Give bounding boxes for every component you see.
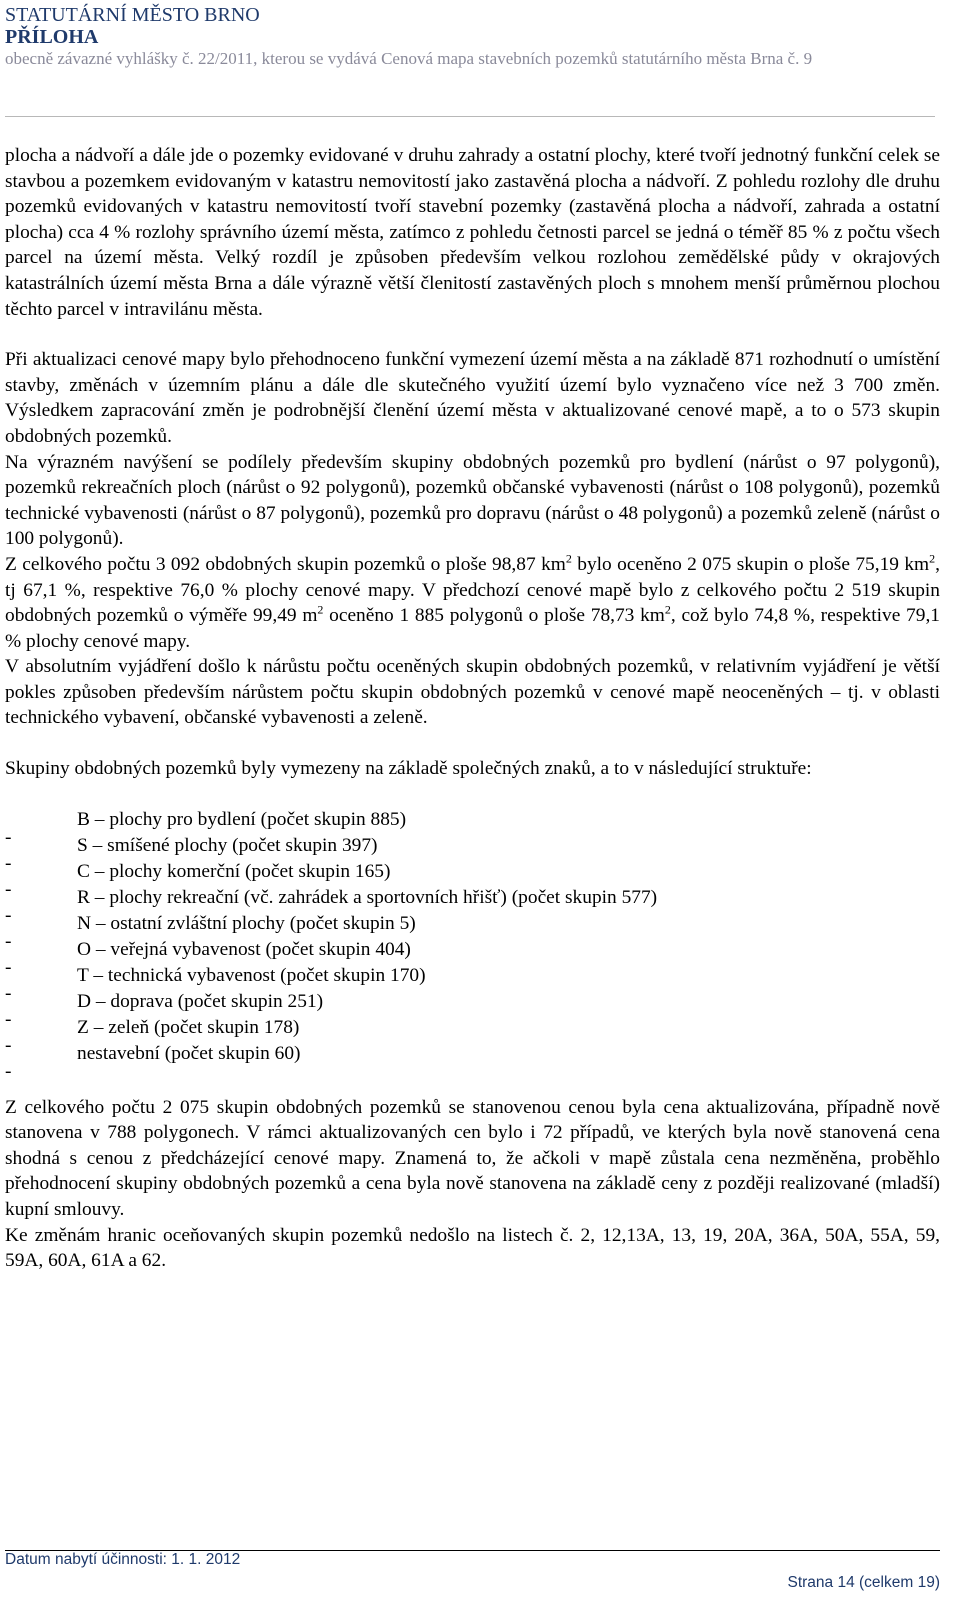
list-dash: - bbox=[5, 1034, 12, 1056]
superscript: 2 bbox=[565, 551, 572, 566]
page-header bbox=[5, 4, 945, 70]
list-dash: - bbox=[5, 852, 12, 874]
list-item: nestavební (počet skupin 60) bbox=[77, 1042, 301, 1064]
list-item: D – doprava (počet skupin 251) bbox=[77, 990, 324, 1012]
paragraph-4-part-e: , což bylo 74,8 %, respektive 79,1 % plochy cenové mapy. bbox=[5, 605, 940, 652]
superscript: 2 bbox=[664, 602, 671, 617]
list-dash: - bbox=[5, 878, 12, 900]
superscript: 2 bbox=[317, 602, 324, 617]
list-item: T – technická vybavenost (počet skupin 170) bbox=[77, 964, 426, 986]
list-dash: - bbox=[5, 956, 12, 978]
paragraph-4-part-b: bylo oceněno 2 075 skupin o ploše 75,19 km bbox=[571, 553, 930, 575]
list-dash: - bbox=[5, 1008, 12, 1030]
header-city: STATUTÁRNÍ MĚSTO BRNO bbox=[5, 4, 260, 26]
paragraph-3: Na výrazném navýšení se podílely především skupiny obdobných pozemků pro bydlení (nárůst o 97 polygonů), pozemků rekreačních ploch (nárůst o 92 polygonů), pozemků občanské vybavenosti (nárůst o 108 polygonů), pozemků technické vybavenosti (nárůst o 87 polygonů), pozemků pro dopravu (nárůst o 48 polygonů) a pozemků zeleně (nárůst o 100 polygonů). bbox=[5, 451, 940, 550]
list-item: R – plochy rekreační (vč. zahrádek a sportovních hřišť) (počet skupin 577) bbox=[77, 886, 658, 908]
list-dash: - bbox=[5, 904, 12, 926]
list-dash: - bbox=[5, 826, 12, 848]
group-list bbox=[5, 807, 940, 1095]
paragraph-gap bbox=[5, 782, 940, 807]
header-appendix: PŘÍLOHA bbox=[5, 26, 99, 48]
header-divider bbox=[5, 116, 935, 117]
paragraph-gap bbox=[5, 731, 940, 756]
list-item: S – smíšené plochy (počet skupin 397) bbox=[77, 834, 378, 856]
paragraph-4-part-c: , tj 67,1 %, respektive 76,0 % plochy cenové mapy. V předchozí cenové mapě bylo z celkového počtu 2 519 skupin obdobných pozemků o výměře 99,49 m bbox=[5, 553, 941, 627]
paragraph-4 bbox=[5, 552, 940, 654]
paragraph-1: plocha a nádvoří a dále jde o pozemky evidované v druhu zahrady a ostatní plochy, které tvoří jednotný funkční celek se stavbou a pozemkem evidovaným v katastru nemovitostí jako zastavěná plocha a nádvoří. Z pohledu rozlohy dle druhu pozemků evidovaných v katastru nemovitostí tvoří stavební pozemky (zastavěná plocha a nádvoří, zahrada a ostatní plocha) cca 4 % rozlohy správního území města, zatímco z pohledu četnosti parcel se jedná o téměř 85 % z počtu všech parcel na území města. Velký rozdíl je způsoben především velkou rozlohou zemědělské půdy v okrajových katastrálních území města Brna a dále výrazně větší členitostí zastavěných ploch s mnohem menší průměrnou plochou těchto parcel v intravilánu města. bbox=[5, 145, 940, 320]
paragraph-5: V absolutním vyjádření došlo k nárůstu počtu oceněných skupin obdobných pozemků, v relativním vyjádření je větší pokles způsoben především nárůstem počtu skupin obdobných pozemků v cenové mapě neoceněných – tj. v oblasti technického vybavení, občanské vybavenosti a zeleně. bbox=[5, 656, 940, 729]
paragraph-2: Při aktualizaci cenové mapy bylo přehodnoceno funkční vymezení území města a na základě 871 rozhodnutí o umístění stavby, změnách v územním plánu a dále dle skutečného využití území bylo vyznačeno více než 3 700 změn. Výsledkem zapracování změn je podrobnější členění území města v aktualizované cenové mapě, a to o 573 skupin obdobných pozemků. bbox=[5, 349, 940, 447]
list-item: Z – zeleň (počet skupin 178) bbox=[77, 1016, 300, 1038]
paragraph-6: Skupiny obdobných pozemků byly vymezeny na základě společných znaků, a to v následující struktuře: bbox=[5, 758, 812, 780]
list-item: O – veřejná vybavenost (počet skupin 404) bbox=[77, 938, 411, 960]
superscript: 2 bbox=[929, 551, 936, 566]
list-dash: - bbox=[5, 982, 12, 1004]
footer-page-number: Strana 14 (celkem 19) bbox=[787, 1574, 940, 1591]
paragraph-8: Ke změnám hranic oceňovaných skupin pozemků nedošlo na listech č. 2, 12,13A, 13, 19, 20A, 36A, 50A, 55A, 59, 59A, 60A, 61A a 62. bbox=[5, 1224, 940, 1272]
footer-effective-date: Datum nabytí účinnosti: 1. 1. 2012 bbox=[5, 1551, 241, 1568]
list-item: N – ostatní zvláštní plochy (počet skupin 5) bbox=[77, 912, 416, 934]
header-subtitle: obecně závazné vyhlášky č. 22/2011, kterou se vydává Cenová mapa stavebních pozemků statutárního města Brna č. 9 bbox=[5, 49, 813, 68]
paragraph-4-part-d: oceněno 1 885 polygonů o ploše 78,73 km bbox=[323, 605, 665, 627]
paragraph-gap bbox=[5, 322, 940, 347]
document-body bbox=[5, 143, 940, 1274]
list-dash: - bbox=[5, 1060, 12, 1082]
list-dash: - bbox=[5, 930, 12, 952]
list-item: B – plochy pro bydlení (počet skupin 885) bbox=[77, 808, 407, 830]
paragraph-7: Z celkového počtu 2 075 skupin obdobných pozemků se stanovenou cenou byla cena aktualizována, případně nově stanovena v 788 polygonech. V rámci aktualizovaných cen bylo i 72 případů, ve kterých byla nově stanovená cena shodná s cenou z předcházející cenové mapy. Znamená to, že ačkoli v mapě zůstala cena nezměněna, proběhlo přehodnocení skupiny obdobných pozemků a cena byla nově stanovena na základě ceny z později realizované (mladší) kupní smlouvy. bbox=[5, 1096, 940, 1221]
paragraph-4-part-a: Z celkového počtu 3 092 obdobných skupin pozemků o ploše 98,87 km bbox=[5, 553, 566, 575]
list-item: C – plochy komerční (počet skupin 165) bbox=[77, 860, 391, 882]
